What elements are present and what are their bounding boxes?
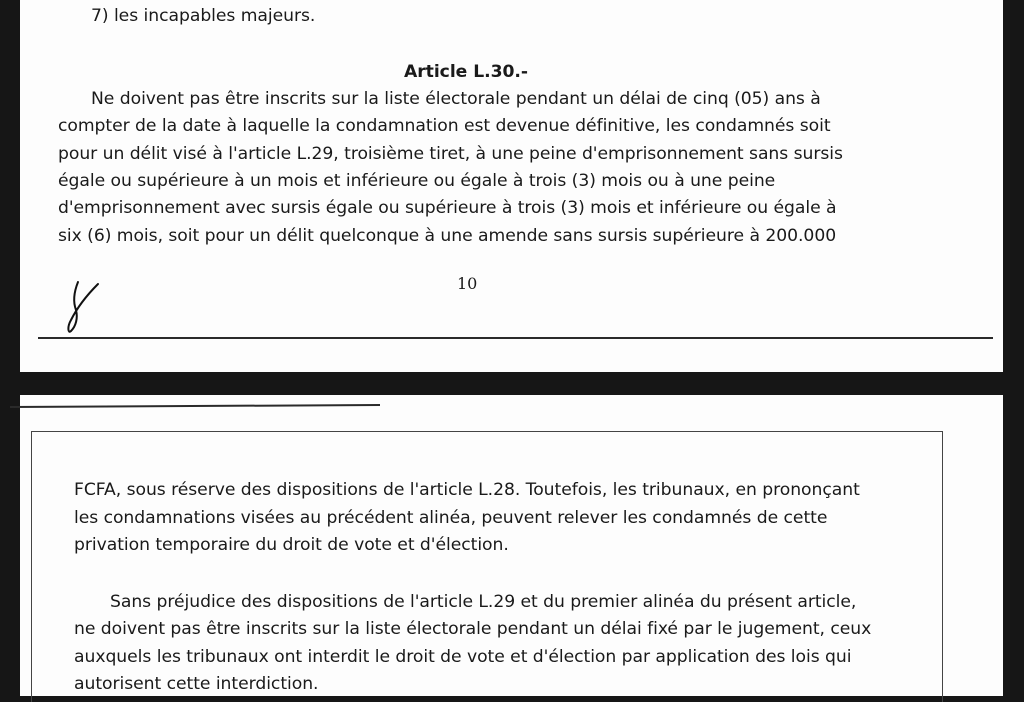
- paragraph-line: auxquels les tribunaux ont interdit le droit de vote et d'élection par application des lois qui: [74, 647, 852, 667]
- paragraph-line: compter de la date à laquelle la condamnation est devenue définitive, les condamnés soit: [58, 116, 831, 136]
- page-number: 10: [457, 274, 478, 293]
- paragraph-line: ne doivent pas être inscrits sur la liste électorale pendant un délai fixé par le jugement, ceux: [74, 619, 872, 639]
- paragraph-line: privation temporaire du droit de vote et d'élection.: [74, 535, 509, 555]
- paragraph-line: les condamnations visées au précédent alinéa, peuvent relever les condamnés de cette: [74, 508, 828, 528]
- signature-mark: [62, 274, 107, 336]
- page-top-rule: [10, 404, 380, 408]
- paragraph-line: six (6) mois, soit pour un délit quelconque à une amende sans sursis supérieure à 200.000: [58, 226, 837, 246]
- paragraph-line: autorisent cette interdiction.: [74, 674, 319, 694]
- document-page-bottom: [20, 395, 1003, 696]
- paragraph-line: pour un délit visé à l'article L.29, troisième tiret, à une peine d'emprisonnement sans sursis: [58, 144, 843, 164]
- paragraph-line: FCFA, sous réserve des dispositions de l'article L.28. Toutefois, les tribunaux, en prononçant: [74, 480, 860, 500]
- page-bottom-rule: [38, 337, 993, 339]
- paragraph-line: Sans préjudice des dispositions de l'article L.29 et du premier alinéa du présent article,: [110, 592, 857, 612]
- paragraph-line: Ne doivent pas être inscrits sur la liste électorale pendant un délai de cinq (05) ans à: [91, 89, 821, 109]
- paragraph-line: d'emprisonnement avec sursis égale ou supérieure à trois (3) mois et inférieure ou égale à: [58, 198, 837, 218]
- document-page-top: [20, 0, 1003, 372]
- paragraph-line: égale ou supérieure à un mois et inférieure ou égale à trois (3) mois ou à une peine: [58, 171, 776, 191]
- article-heading: Article L.30.-: [404, 62, 528, 82]
- list-item-incapables: 7) les incapables majeurs.: [91, 6, 316, 26]
